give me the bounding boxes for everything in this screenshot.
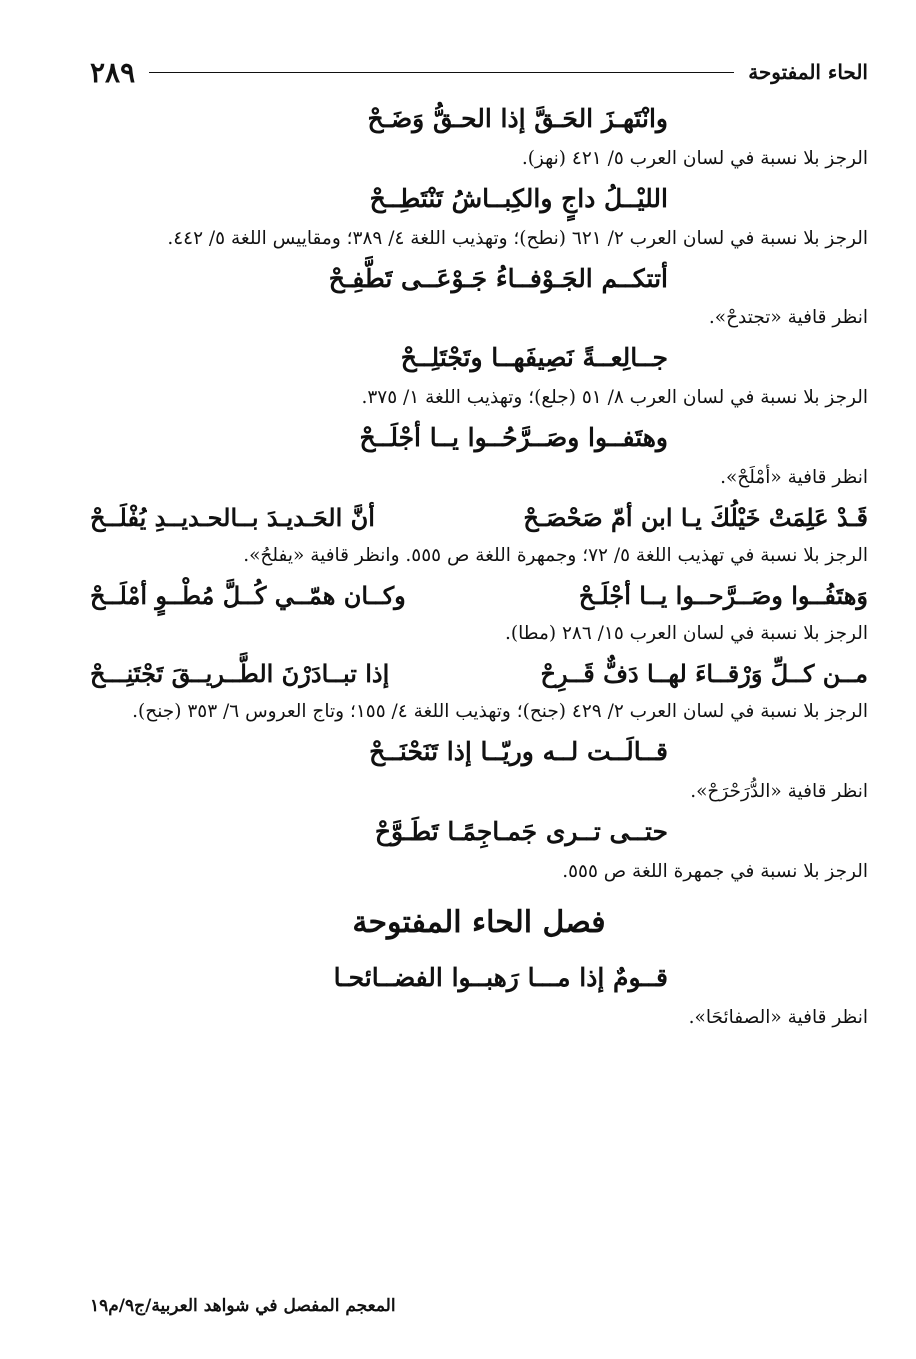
source-note: الرجز بلا نسبة في تهذيب اللغة ٥/ ٧٢؛ وجمهرة اللغة ص ٥٥٥. وانظر قافية «يفلحُ». — [243, 544, 868, 566]
verse-line: وهتَفــوا وصَــرَّحُــوا يــا أجْلَــحْ — [359, 423, 668, 452]
verse-second-hemistich: وكــان همّــي كُــلَّ مُطْــوٍ أمْلَــحْ — [90, 580, 406, 610]
source-note: الرجز بلا نسبة في لسان العرب ٨/ ٥١ (جلع)؛ وتهذيب اللغة ١/ ٣٧٥. — [361, 387, 868, 408]
verse-first-hemistich: مــن كــلِّ وَرْقــاءَ لهــا دَفٌّ قَــرِحْ — [540, 659, 868, 689]
entry — [90, 100, 868, 177]
section-heading: فصل الحاء المفتوحة — [352, 904, 606, 940]
source-note: الرجز بلا نسبة في لسان العرب ٢/ ٤٢٩ (جنح)؛ وتهذيب اللغة ٤/ ١٥٥؛ وتاج العروس ٦/ ٣٥٣ (جنح). — [132, 701, 868, 723]
entry — [90, 577, 868, 652]
source-note: الرجز بلا نسبة في لسان العرب ٢/ ٦٢١ (نطح)؛ وتهذيب اللغة ٤/ ٣٨٩؛ ومقاييس اللغة ٥/ ٤٤٢. — [167, 227, 868, 249]
verse-second-hemistich: أنَّ الحَـديـدَ بــالحـديــدِ يُفْلَــحْ — [90, 502, 375, 532]
page-header — [90, 52, 868, 92]
entry — [90, 339, 868, 416]
verse-line: الليْــلُ داجٍ والكِبــاشُ تَنْتَطِــحْ — [369, 183, 668, 213]
entry — [90, 419, 868, 496]
verse-line: جــالِعــةً نَصِيفَهــا وتَجْتَلِــحْ — [400, 343, 668, 373]
source-note: انظر قافية «الصفائحَا». — [688, 1006, 868, 1028]
verse-line: حتــى تــرى جَمـاجِمًـا تَطَـوَّحْ — [374, 817, 668, 847]
source-note: الرجز بلا نسبة في لسان العرب ٥/ ٤٢١ (نهز). — [521, 147, 868, 169]
entry — [90, 655, 868, 730]
page-footer: المعجم المفصل في شواهد العربية/ج٩/م١٩ — [90, 1296, 396, 1316]
entry — [90, 260, 868, 337]
verse-first-hemistich: قَـدْ عَلِمَتْ خَيْلُكَ يـا ابن أمّ صَحْصَـحْ — [523, 502, 868, 532]
source-note: الرجز بلا نسبة في لسان العرب ١٥/ ٢٨٦ (مطا). — [505, 623, 868, 645]
source-note: انظر قافية «الدُّرَحْرَحْ». — [690, 781, 868, 803]
verse-line: وانْتَهـزَ الحَـقَّ إذا الحـقُّ وَضَـحْ — [367, 104, 668, 133]
verse-line: قــالَــت لــه وريّــا إذا تَنَحْنَــحْ — [369, 737, 668, 767]
running-title: الحاء المفتوحة — [748, 60, 868, 84]
verse-couplet — [90, 499, 868, 536]
verse-line: قــومٌ إذا مـــا رَهبــوا الفضــائحـا — [333, 962, 668, 992]
page-number: ٢٨٩ — [90, 55, 136, 89]
source-note: انظر قافية «تجتدحْ». — [708, 307, 868, 329]
verse-second-hemistich: إذا تبــادَرْنَ الطَّــريــقَ تَجْتَنِـــحْ — [90, 659, 390, 689]
verse-couplet — [90, 577, 868, 614]
entry — [90, 959, 868, 1036]
header-rule — [149, 72, 734, 73]
source-note: الرجز بلا نسبة في جمهرة اللغة ص ٥٥٥. — [562, 860, 868, 882]
verse-couplet — [90, 655, 868, 692]
entry — [90, 733, 868, 810]
page-body — [90, 100, 868, 1039]
source-note: انظر قافية «أمْلَحْ». — [720, 466, 868, 488]
verse-first-hemistich: وَهتَفُــوا وصَــرَّحــوا يــا أجْلَـحْ — [578, 580, 868, 610]
entry — [90, 180, 868, 257]
entry — [90, 813, 868, 890]
verse-line: أتتكــم الجَـوْفــاءُ جَـوْعَــى تَطَّفِـحْ — [328, 263, 668, 293]
entry — [90, 499, 868, 574]
